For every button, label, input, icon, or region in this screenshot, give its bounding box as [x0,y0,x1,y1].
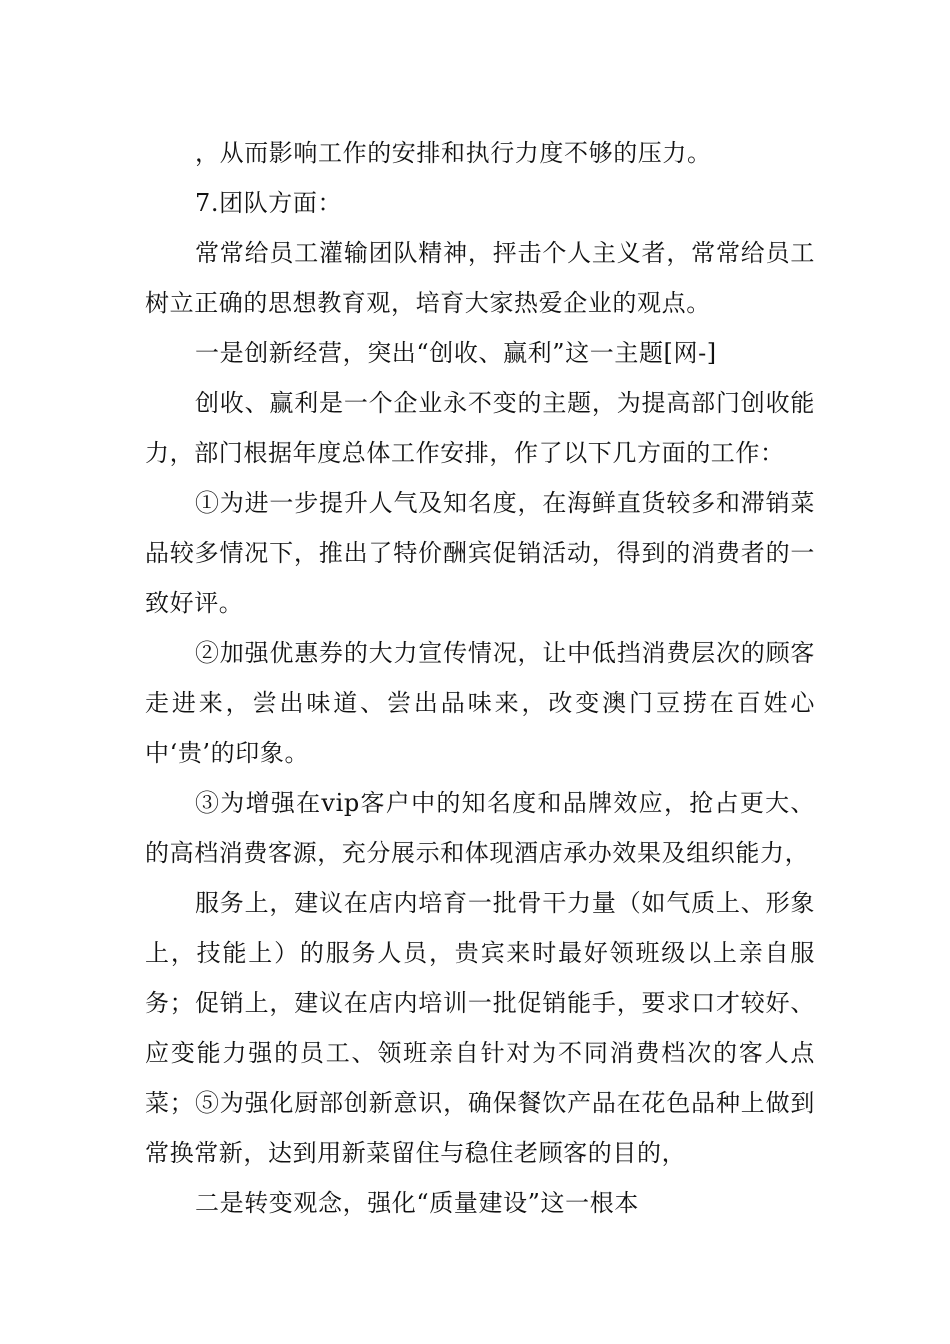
paragraph-item-1: ①为进一步提升人气及知名度，在海鲜直货较多和滞销菜品较多情况下，推出了特价酬宾促销活动，得到的消费者的一致好评。 [145,489,815,617]
section-heading-team: 7.团队方面： [195,189,343,217]
paragraph-revenue-intro: 创收、赢利是一个企业永不变的主题，为提高部门创收能力，部门根据年度总体工作安排，作了以下几方面的工作： [145,389,815,467]
paragraph-promotion: 促销上，建议在店内培训一批促销能手，要求口才较好、应变能力强的员工、领班亲自针对为不同消费档次的客人点菜； [145,989,815,1117]
paragraph-service: 服务上，建议在店内培育一批骨干力量（如气质上、形象上，技能上）的服务人员，贵宾来时最好领班级以上亲自服务； [145,889,815,1017]
paragraph-item-2: ②加强优惠券的大力宣传情况，让中低挡消费层次的顾客走进来，尝出味道、尝出品味来，改变澳门豆捞在百姓心中‘贵’的印象。 [145,639,815,767]
paragraph-quality-heading: 二是转变观念，强化“质量建设”这一根本 [195,1189,639,1217]
paragraph-team-spirit: 常常给员工灌输团队精神，抨击个人主义者，常常给员工树立正确的思想教育观，培育大家热爱企业的观点。 [145,239,815,317]
paragraph-pressure-continuation: ，从而影响工作的安排和执行力度不够的压力。 [195,139,712,167]
paragraph-item-3: ③为增强在vip客户中的知名度和品牌效应，抢占更大、的高档消费客源，充分展示和体现酒店承办效果及组织能力， [145,789,815,867]
paragraph-innovation-heading: 一是创新经营，突出“创收、赢利”这一主题[网-] [195,339,717,367]
paragraph-item-5: ⑤为强化厨部创新意识，确保餐饮产品在花色品种上做到常换常新，达到用新菜留住与稳住老顾客的目的， [145,1089,815,1167]
